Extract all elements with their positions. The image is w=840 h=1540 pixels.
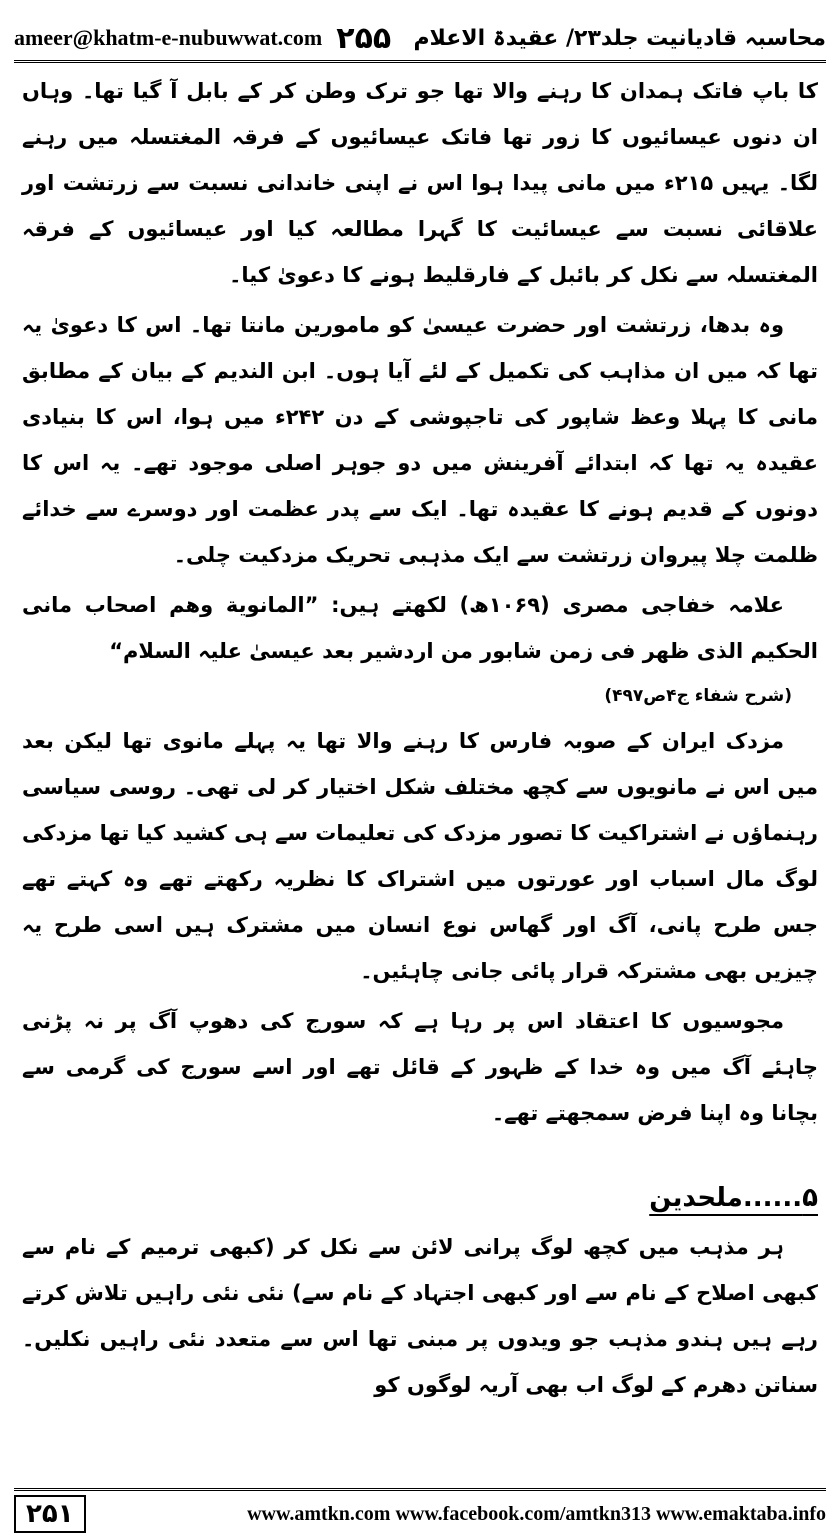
page-footer [14, 1494, 826, 1534]
paragraph-mulhideen: ہر مذہب میں کچھ لوگ پرانی لائن سے نکل کر (کبھی ترمیم کے نام سے کبھی اصلاح کے نام سے اور کبھی اجتہاد کے نام سے) نئی نئی راہیں تلاش کرتے رہے ہیں ہندو مذہب جو ویدوں پر مبنی تھا اس سے متعدد نئی راہیں نکلیں۔ سناتن دھرم کے لوگ اب بھی آریہ لوگوں کو [22, 1235, 818, 1397]
page-body [22, 68, 818, 1408]
footer-website-links[interactable]: www.amtkn.com www.facebook.com/amtkn313 www.emaktaba.info [247, 1502, 826, 1525]
footer-divider [14, 1488, 826, 1491]
paragraph-khafaji-quote: علامہ خفاجی مصری (۱۰۶۹ھ) لکھتے ہیں: ”المانویة وهم اصحاب مانی الحکیم الذی ظهر فی زمن شابور من اردشیر بعد عیسیٰ علیہ السلام“ [22, 593, 818, 663]
paragraph-magians: مجوسیوں کا اعتقاد اس پر رہا ہے کہ سورج کی دھوپ آگ پر نہ پڑنی چاہئے آگ میں وہ خدا کے ظہور کے قائل تھے اور اسے سورج کی گرمی سے بچانا وہ اپنا فرض سمجھتے تھے۔ [22, 1009, 818, 1125]
header-book-title: محاسبہ قادیانیت جلد۲۳/ عقیدۃ الاعلام [413, 25, 826, 51]
quote-reference: (شرح شفاء ج۴ص۴۹۷) [604, 686, 792, 706]
header-page-number: ۲۵۵ [336, 20, 392, 56]
header-divider [14, 60, 826, 63]
header-left [14, 21, 391, 56]
page-header [14, 18, 826, 58]
paragraph-mazdak: مزدک ایران کے صوبہ فارس کا رہنے والا تھا یہ پہلے مانوی تھا لیکن بعد میں اس نے مانویوں سے کچھ مختلف شکل اختیار کر لی تھی۔ روسی سیاسی رہنماؤں نے اشتراکیت کا تصور مزدک کی تعلیمات سے ہی کشید کیا تھا مزدکی لوگ مال اسباب اور عورتوں میں اشتراک کا نظریہ رکھتے تھے وہ کہتے تھے جس طرح پانی، آگ اور گھاس نوع انسان میں مشترک ہیں اسی طرح یہ چیزیں بھی مشترکہ قرار پائی جانی چاہئیں۔ [22, 729, 818, 983]
paragraph-mani-origin: کا باپ فاتک ہمدان کا رہنے والا تھا جو ترک وطن کر کے بابل آ گیا تھا۔ وہاں ان دنوں عیسائیوں کا زور تھا فاتک عیسائیوں کے فرقہ المغتسلہ میں رہنے لگا۔ یہیں ۲۱۵ء میں مانی پیدا ہوا اس نے اپنی خاندانی نسبت سے زرتشت اور علاقائی نسبت سے عیسائیت کا گہرا مطالعہ کیا اور عیسائیوں کے فرقہ المغتسلہ سے نکل کر بائبل کے فارقلیط ہونے کا دعویٰ کیا۔ [22, 79, 818, 287]
section-heading-mulhideen: ۵......ملحدین [649, 1183, 818, 1213]
footer-folio-number: ۲۵۱ [14, 1495, 86, 1533]
header-email: ameer@khatm-e-nubuwwat.com [14, 25, 323, 50]
paragraph-mani-claims: وہ بدھا، زرتشت اور حضرت عیسیٰ کو مامورین مانتا تھا۔ اس کا دعویٰ یہ تھا کہ میں ان مذاہب کی تکمیل کے لئے آیا ہوں۔ ابن الندیم کے بیان کے مطابق مانی کا پہلا وعظ شاپور کی تاجپوشی کے دن ۲۴۲ء میں ہوا، اس کا بنیادی عقیدہ یہ تھا کہ ابتدائے آفرینش میں دو جوہر اصلی موجود تھے۔ یہ اس کا دونوں کے قدیم ہونے کا عقیدہ تھا۔ ایک سے پدر عظمت اور دوسرے سے خدائے ظلمت چلا پیروان زرتشت سے ایک مذہبی تحریک مزدکیت چلی۔ [22, 313, 818, 567]
